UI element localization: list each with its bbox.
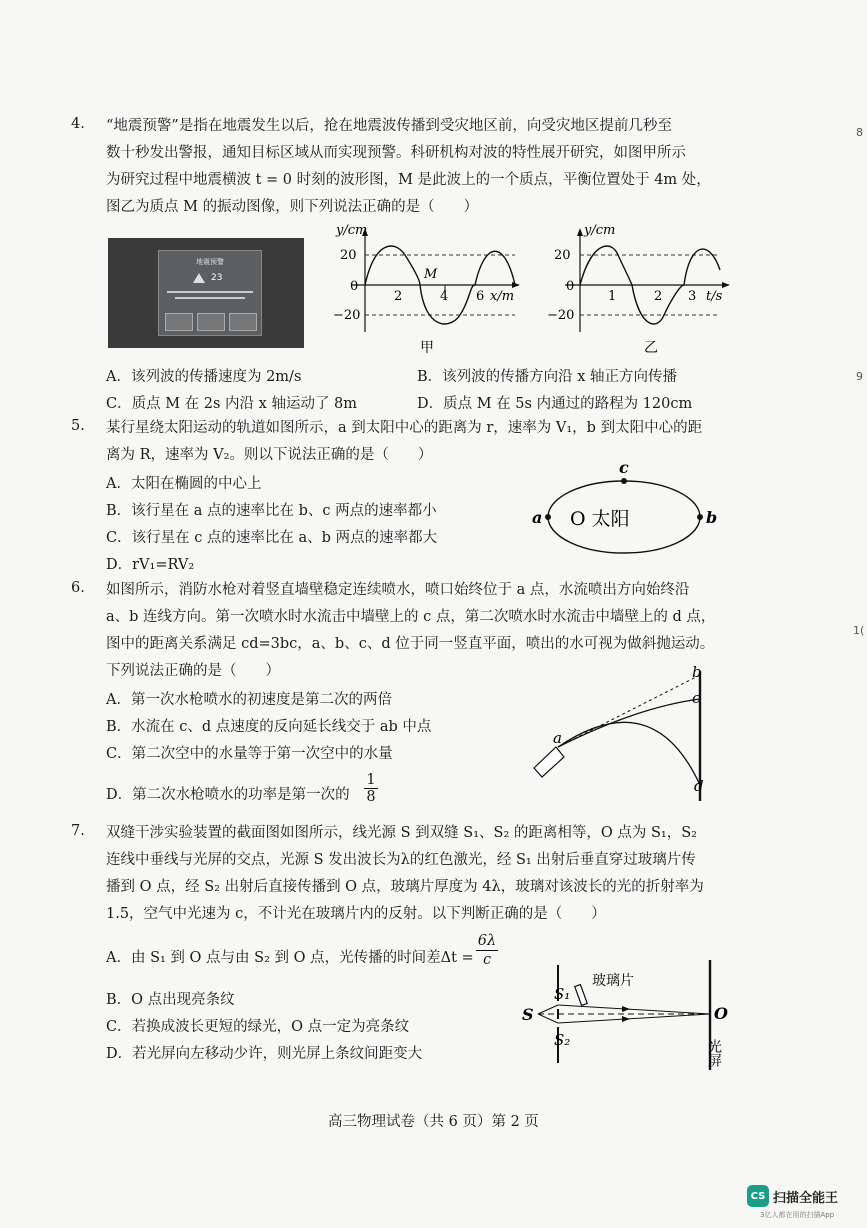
q7-number: 7. [71, 823, 85, 839]
edge-mark-1: 8 [856, 126, 863, 139]
slit-s2: S₂ [554, 1031, 571, 1049]
yi-caption: 乙 [644, 340, 658, 356]
q7-option-b: B．O 点出现亮条纹 [106, 992, 235, 1008]
jia-tick-4: 4 [440, 289, 449, 304]
q7-line-2: 连线中垂线与光屏的交点，光源 S 发出波长为λ的红色激光，经 S₁ 出射后垂直穿过玻璃片传 [106, 852, 696, 868]
q6-line-3: 图中的距离关系满足 cd=3bc，a、b、c、d 位于同一竖直平面，喷出的水可视为做斜抛运动。 [106, 636, 715, 652]
q6-option-c: C．第二次空中的水量等于第一次空中的水量 [106, 746, 393, 762]
q4-number: 4. [71, 116, 85, 132]
jia-y-zero: 0 [350, 279, 359, 294]
yi-ylabel: y/cm [584, 223, 616, 238]
yi-tick-3: 3 [688, 289, 697, 304]
q4-line-4: 图乙为质点 M 的振动图像，则下列说法正确的是（ ） [106, 199, 479, 215]
q4-line-3: 为研究过程中地震横波 t = 0 时刻的波形图，M 是此波上的一个质点，平衡位置处于 4m 处， [106, 172, 711, 188]
jia-point-m: M [424, 267, 438, 282]
jet-point-b: b [692, 663, 702, 681]
earthquake-warning-photo [108, 238, 304, 348]
screen-label: 光屏 [706, 1039, 722, 1067]
q7-option-d: D．若光屏向左移动少许，则光屏上条纹间距变大 [106, 1046, 423, 1062]
q4-line-2: 数十秒发出警报，通知目标区域从而实现预警。科研机构对波的特性展开研究，如图甲所示 [106, 145, 686, 161]
jet-point-c: c [692, 689, 701, 707]
q4-option-c: C．质点 M 在 2s 内沿 x 轴运动了 8m [106, 396, 358, 412]
jet-point-a: a [553, 729, 562, 747]
screen-point-o: O [714, 1004, 728, 1023]
slit-source-s: S [522, 1005, 534, 1024]
orbit-point-b: b [706, 508, 718, 527]
q4-option-a: A．该列波的传播速度为 2m/s [106, 369, 302, 385]
q5-line-1: 某行星绕太阳运动的轨道如图所示，a 到太阳中心的距离为 r，速率为 V₁，b 到太阳中心的距 [106, 420, 703, 436]
yi-tick-2: 2 [654, 289, 663, 304]
q6-option-b: B．水流在 c、d 点速度的反向延长线交于 ab 中点 [106, 719, 432, 735]
edge-mark-3: 1( [853, 624, 865, 637]
q6-fraction-numerator: 1 [366, 772, 376, 788]
jia-xlabel: x/m [490, 289, 515, 304]
double-slit-figure [520, 955, 750, 1075]
warning-icon [193, 273, 205, 283]
jet-point-d: d [694, 777, 704, 795]
scanner-brand-subtitle: 3亿人都在用的扫描App [760, 1211, 835, 1219]
yi-xlabel: t/s [706, 289, 723, 304]
yi-y-top: 20 [554, 248, 571, 263]
jia-y-bottom: −20 [333, 308, 361, 323]
yi-y-bottom: −20 [547, 308, 575, 323]
q7-line-1: 双缝干涉实验装置的截面图如图所示，线光源 S 到双缝 S₁、S₂ 的距离相等，O 点为 S₁，S₂ [106, 825, 697, 841]
slit-s1: S₁ [554, 985, 571, 1003]
scanner-brand [747, 1183, 838, 1209]
jia-caption: 甲 [420, 340, 434, 356]
water-jet-figure [528, 663, 718, 813]
q5-line-2: 离为 R，速率为 V₂。则以下说法正确的是（ ） [106, 447, 433, 463]
q6-fraction-denominator: 8 [364, 788, 378, 805]
q5-option-a: A．太阳在椭圆的中心上 [106, 476, 262, 492]
q6-line-1: 如图所示，消防水枪对着竖直墙壁稳定连续喷水，喷口始终位于 a 点，水流喷出方向始终沿 [106, 582, 690, 598]
q4-option-d: D．质点 M 在 5s 内通过的路程为 120cm [417, 396, 693, 412]
orbit-point-c: c [619, 458, 629, 477]
orbit-point-a: a [532, 508, 543, 527]
q7-fraction-denominator: c [476, 950, 498, 969]
q5-option-c: C．该行星在 c 点的速率比在 a、b 两点的速率都大 [106, 530, 438, 546]
q7-option-a: A．由 S₁ 到 O 点与由 S₂ 到 O 点，光传播的时间差Δt = [106, 950, 474, 966]
jia-ylabel: y/cm [336, 223, 368, 238]
q6-fraction [364, 772, 378, 805]
q6-number: 6. [71, 580, 85, 596]
jia-tick-2: 2 [394, 289, 403, 304]
wave-graph-jia [330, 220, 530, 360]
edge-mark-2: 9 [856, 370, 863, 383]
orbit-sun-label: O 太阳 [570, 508, 630, 530]
q4-line-1: “地震预警”是指在地震发生以后，抢在地震波传播到受灾地区前，向受灾地区提前几秒至 [106, 118, 672, 134]
orbit-figure [528, 455, 728, 565]
vibration-graph-yi [540, 220, 740, 360]
q6-line-4: 下列说法正确的是（ ） [106, 663, 280, 679]
q5-option-d: D．rV₁=RV₂ [106, 557, 195, 573]
glass-label: 玻璃片 [592, 973, 634, 989]
page-footer: 高三物理试卷（共 6 页）第 2 页 [328, 1114, 539, 1130]
jia-tick-6: 6 [476, 289, 485, 304]
q6-option-a: A．第一次水枪喷水的初速度是第二次的两倍 [106, 692, 392, 708]
q7-fraction [476, 932, 498, 969]
q7-fraction-numerator: 6λ [477, 933, 497, 949]
q4-option-b: B．该列波的传播方向沿 x 轴正方向传播 [417, 369, 678, 385]
q5-number: 5. [71, 418, 85, 434]
photo-countdown: 23 [211, 273, 223, 283]
jia-y-top: 20 [340, 248, 357, 263]
scanner-logo-icon: CS [747, 1185, 769, 1207]
q6-option-d: D．第二次水枪喷水的功率是第一次的 [106, 787, 350, 803]
yi-tick-1: 1 [608, 289, 617, 304]
q7-option-c: C．若换成波长更短的绿光，O 点一定为亮条纹 [106, 1019, 410, 1035]
q6-line-2: a、b 连线方向。第一次喷水时水流击中墙壁上的 c 点，第二次喷水时水流击中墙壁上的 d 点， [106, 609, 716, 625]
q7-line-3: 播到 O 点，经 S₂ 出射后直接传播到 O 点，玻璃片厚度为 4λ，玻璃对该波长的光的折射率为 [106, 879, 704, 895]
q5-option-b: B．该行星在 a 点的速率比在 b、c 两点的速率都小 [106, 503, 437, 519]
photo-title: 地震预警 [196, 258, 224, 266]
scanner-brand-name: 扫描全能王 [773, 1190, 839, 1206]
yi-y-zero: 0 [566, 279, 575, 294]
q7-line-4: 1.5，空气中光速为 c，不计光在玻璃片内的反射。以下判断正确的是（ ） [106, 906, 606, 922]
